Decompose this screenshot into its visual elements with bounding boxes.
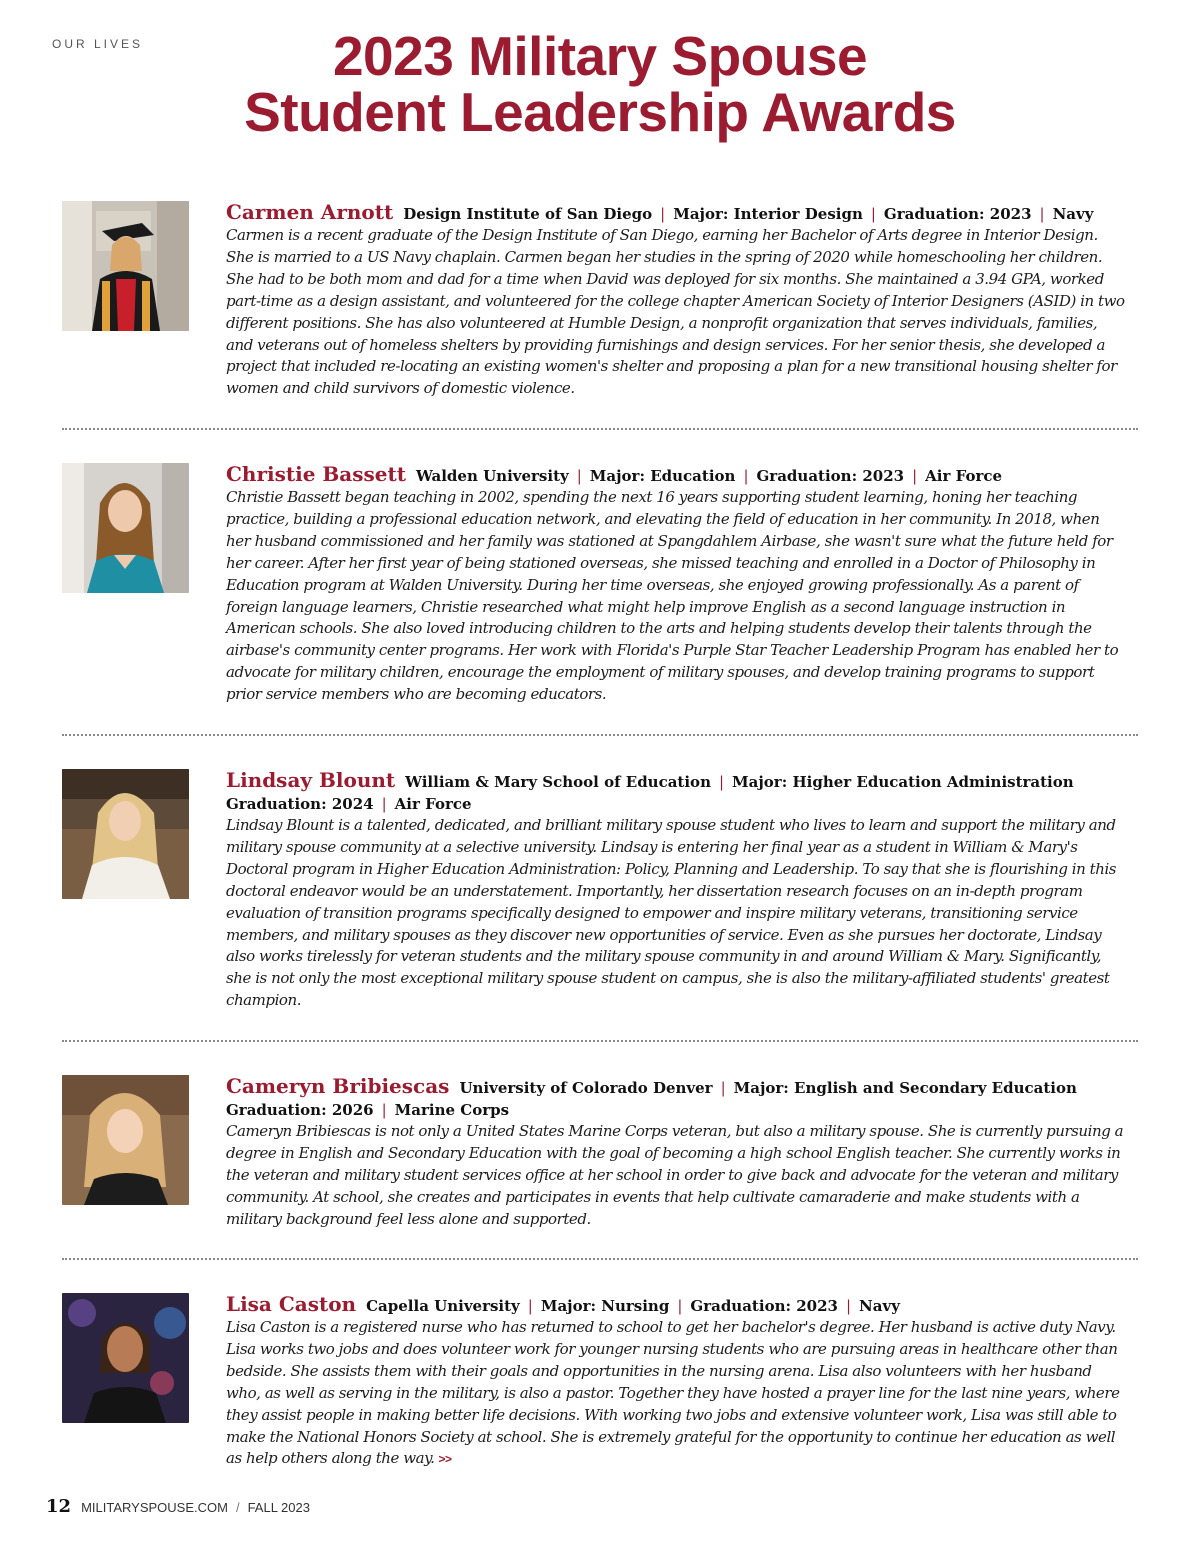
awardee-name: Lisa Caston [226,1292,357,1316]
page-title [0,25,1200,143]
divider [62,734,1138,736]
photo-lisa-caston [62,1293,189,1423]
awardee-bio: Cameryn Bribiescas is not only a United States Marine Corps veteran, but also a military spouse. She is currently pursuing a degree in English and Secondary Education with the goal of becoming a high school English teacher. She currently works in the veteran and military student services office at her school in order to give back and advocate for the veteran and military community. At school, she creates and participates in events that help cultivate camaraderie and make students with a military background feel less alone and supported. [226,1122,1124,1228]
awardee-bio-text: Lisa Caston is a registered nurse who has returned to school to get her bachelor's degree. Her husband is active duty Navy. Lisa works two jobs and does volunteer work for younger nursing students who are pursuing areas in healthcare other than bedside. She assists them with their goals and opportunities in the nursing arena. Lisa also volunteers with her husband who, as well as serving in the military, is also a pastor. Together they have hosted a prayer line for the last nine years, where they assist people in making better life decisions. With working two jobs and extensive volunteer work, Lisa was still able to make the National Honors Society at school. She is extremely grateful for the opportunity to continue her education as well as help others along the way. [226,1318,1120,1468]
branch: Marine Corps [394,1101,510,1119]
graduation: Graduation: 2026 [226,1101,374,1119]
photo-carmen-arnott [62,201,189,331]
branch: Air Force [394,795,472,813]
section-label: OUR LIVES [52,37,144,51]
awardee-bio [226,1317,1126,1471]
divider [62,1258,1138,1260]
entry-header: Christie Bassett Walden University | Major: Education | Graduation: 2023 | Air Force [226,462,1003,486]
page-footer: 12 MILITARYSPOUSE.COM / FALL 2023 [46,1496,310,1517]
graduation: Graduation: 2023 [883,205,1032,223]
divider [62,1040,1138,1042]
major: Major: English and Secondary Education [733,1079,1077,1097]
major: Major: Interior Design [673,205,863,223]
branch: Navy [1052,205,1094,223]
school: William & Mary School of Education [405,773,711,791]
page-number: 12 [46,1496,72,1517]
major: Major: Higher Education Administration [732,773,1074,791]
major: Major: Education [589,467,736,485]
awardee-bio: Carmen is a recent graduate of the Design Institute of San Diego, earning her Bachelor of Arts degree in Interior Design. She is married to a US Navy chaplain. Carmen began her studies in the spring of 2020 while homeschooling her children. She had to be both mom and dad for a time when David was deployed for six months. She maintained a 3.94 GPA, worked part-time as a design assistant, and volunteered for the college chapter American Society of Interior Designers (ASID) in two different positions. She has also volunteered at Humble Design, a nonprofit organization that serves individuals, families, and veterans out of homeless shelters by providing furnishings and design services. For her senior thesis, she developed a project that included re-locating an existing women's shelter and proposing a plan for a new transitional housing shelter for women and child survivors of domestic violence. [226,226,1125,398]
page-title-line-2: Student Leadership Awards [244,81,956,143]
graduation: Graduation: 2023 [690,1297,838,1315]
awardee-bio: Lindsay Blount is a talented, dedicated, and brilliant military spouse student who lives to learn and support the military and military spouse community at a selective university. Lindsay is entering her final year as a student in William & Mary's Doctoral program in Higher Education Administration: Policy, Planning and Leadership. To say that she is flourishing in this doctoral endeavor would be an understatement. Importantly, her dissertation research focuses on an in-depth program evaluation of transition programs specifically designed to empower and inspire military veterans, transitioning service members, and military spouses as they discover new opportunities of service. Even as she pursues her doctorate, Lindsay also works tirelessly for veteran students and the military spouse community in and around William & Mary. Significantly, she is not only the most exceptional military spouse student on campus, she is also the military-affiliated students' greatest champion. [226,816,1117,1010]
page-title-line-1: 2023 Military Spouse [332,25,868,87]
school: University of Colorado Denver [459,1079,713,1097]
continue-marker: >> [438,1452,452,1467]
footer-site: MILITARYSPOUSE.COM [81,1500,228,1515]
entry-header: Cameryn Bribiescas University of Colorado Denver | Major: English and Secondary Education Graduation: 2026 | Marine Corps [226,1074,1077,1119]
entry-header: Carmen Arnott Design Institute of San Diego | Major: Interior Design | Graduation: 2023 | Navy [226,200,1094,224]
photo-cameryn-bribiescas [62,1075,189,1205]
major: Major: Nursing [540,1297,670,1315]
graduation: Graduation: 2023 [756,467,905,485]
awardee-bio: Christie Bassett began teaching in 2002, spending the next 16 years supporting student learning, honing her teaching practice, building a professional education network, and elevating the field of education in her community. In 2018, when her husband commissioned and her family was stationed at Spangdahlem Airbase, she wasn't sure what the future held for her career. After her first year of being stationed overseas, she missed teaching and enrolled in a Doctor of Philosophy in Education program at Walden University. During her time overseas, she enjoyed growing professionally. As a parent of foreign language learners, Christie researched what might help improve English as a second language instruction in American schools. She also loved introducing children to the arts and helping students develop their talents through the airbase's community center programs. Her work with Florida's Purple Star Teacher Leadership Program has enabled her to advocate for military children, encourage the employment of military spouses, and develop training programs to support prior service members who are becoming educators. [226,488,1119,704]
entry-header: Lisa Caston Capella University | Major: Nursing | Graduation: 2023 | Navy [226,1292,900,1316]
footer-issue: FALL 2023 [247,1500,310,1515]
entry-header: Lindsay Blount William & Mary School of Education | Major: Higher Education Administration Graduation: 2024 | Air Force [226,768,1074,813]
awardee-name: Lindsay Blount [226,768,396,792]
photo-christie-bassett [62,463,189,593]
branch: Air Force [925,467,1003,485]
branch: Navy [859,1297,900,1315]
awardee-name: Carmen Arnott [226,200,394,224]
school: Capella University [366,1297,520,1315]
school: Walden University [415,467,569,485]
photo-lindsay-blount [62,769,189,899]
school: Design Institute of San Diego [403,205,653,223]
awardee-name: Cameryn Bribiescas [226,1074,450,1098]
awardee-name: Christie Bassett [226,462,406,486]
graduation: Graduation: 2024 [226,795,374,813]
divider [62,428,1138,430]
